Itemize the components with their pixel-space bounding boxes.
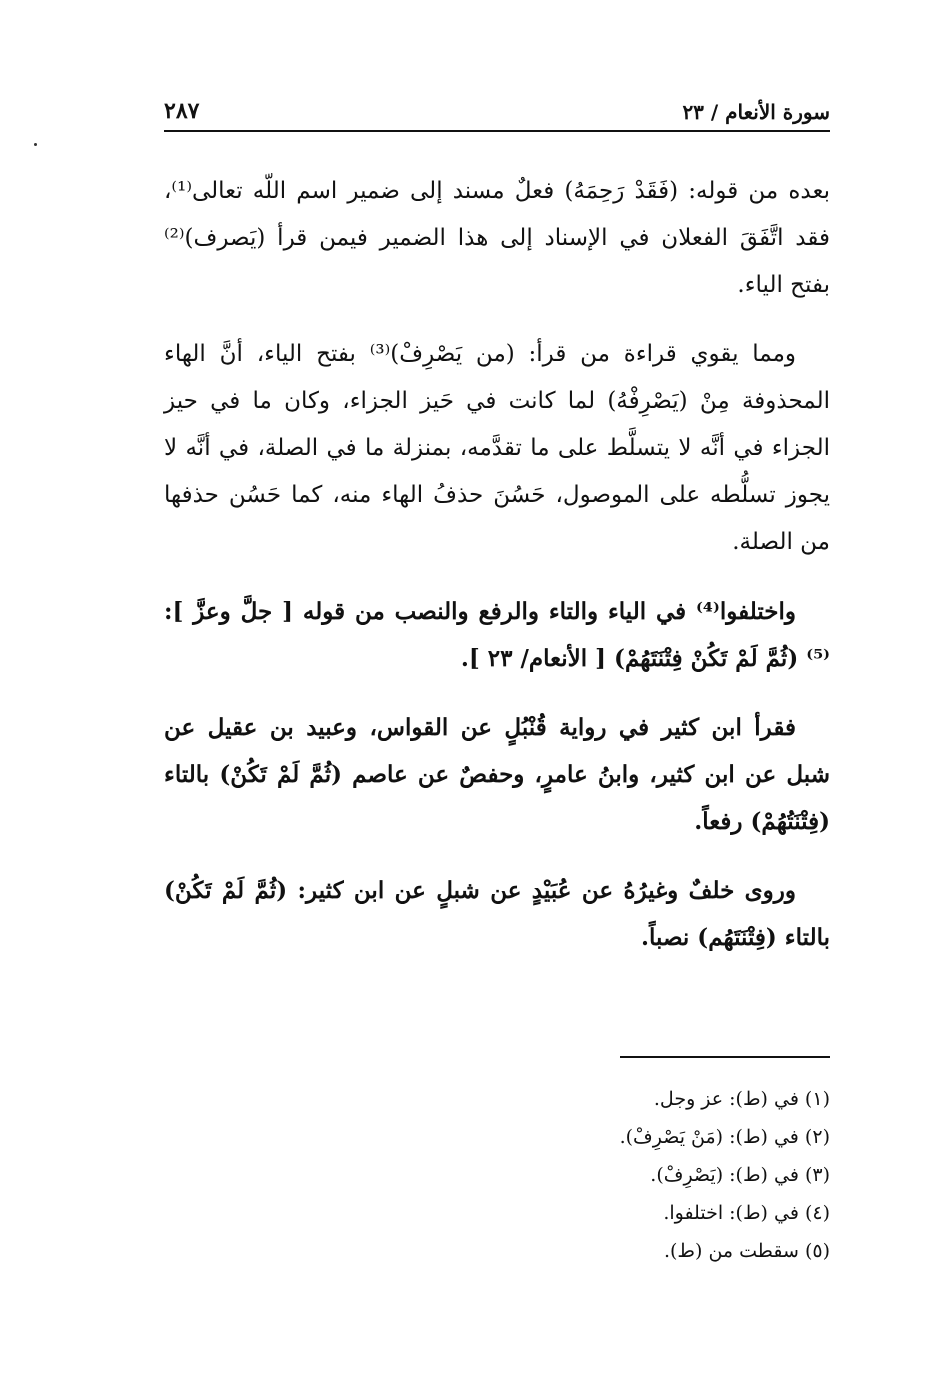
running-title: سورة الأنعام / ٢٣ (682, 100, 830, 124)
footnote-3: (٣) في (ط): (يَصْرِفْ). (650, 1164, 830, 1186)
main-text (164, 168, 830, 983)
paragraph-1: بعده من قوله: (فَقَدْ رَحِمَهُ) فعلٌ مسند إلى ضمير اسم اللّه تعالى⁽¹⁾، فقد اتَّفَقَ الفعلان في الإسناد إلى هذا الضمير فيمن قرأ (يَصرف)⁽²⁾ بفتح الياء. (164, 178, 830, 298)
footnote-2: (٢) في (ط): (مَنْ يَصْرِفْ). (619, 1126, 830, 1148)
page-number: ٢٨٧ (164, 98, 200, 124)
scan-speck (34, 143, 37, 146)
footnote-separator (620, 1056, 830, 1058)
footnotes (330, 1080, 830, 1270)
page-header (164, 96, 830, 132)
paragraph-4: فقرأ ابن كثير في رواية قُنْبُلٍ عن القواس، وعبيد بن عقيل عن شبل عن ابن كثير، وابنُ عامرٍ، وحفصٌ عن عاصم (ثُمَّ لَمْ تَكُنْ) بالتاء (فِتْنَتُهُمْ) رفعاً. (164, 714, 830, 835)
paragraph-5: وروى خلفٌ وغيرُهُ عن عُبَيْدٍ عن شبلٍ عن ابن كثير: (ثُمَّ لَمْ تَكُنْ) بالتاء (فِتْنَتَهُم) نصباً. (164, 877, 830, 951)
footnote-4: (٤) في (ط): اختلفوا. (663, 1202, 830, 1224)
paragraph-3: واختلفوا⁽⁴⁾ في الياء والتاء والرفع والنصب من قوله [ جلَّ وعزَّ ]:⁽⁵⁾ (ثُمَّ لَمْ تَكُنْ فِتْنَتَهُمْ) [ الأنعام/ ٢٣ ]. (164, 598, 830, 672)
footnote-1: (١) في (ط): عز وجل. (653, 1088, 830, 1110)
paragraph-2: ومما يقوي قراءة من قرأ: (من يَصْرِفْ)⁽³⁾ بفتح الياء، أنَّ الهاء المحذوفة مِنْ (يَصْرِفْهُ) لما كانت في حَيز الجزاء، وكان ما في حيز الجزاء في أنَّه لا يتسلَّط على ما تقدَّمه، بمنزلة ما في الصلة، في أنَّه لا يجوز تسلُّطه على الموصول، حَسُنَ حذفُ الهاء منه، كما حَسُن حذفها من الصلة. (164, 341, 830, 555)
footnote-5: (٥) سقطت من (ط). (663, 1240, 830, 1262)
